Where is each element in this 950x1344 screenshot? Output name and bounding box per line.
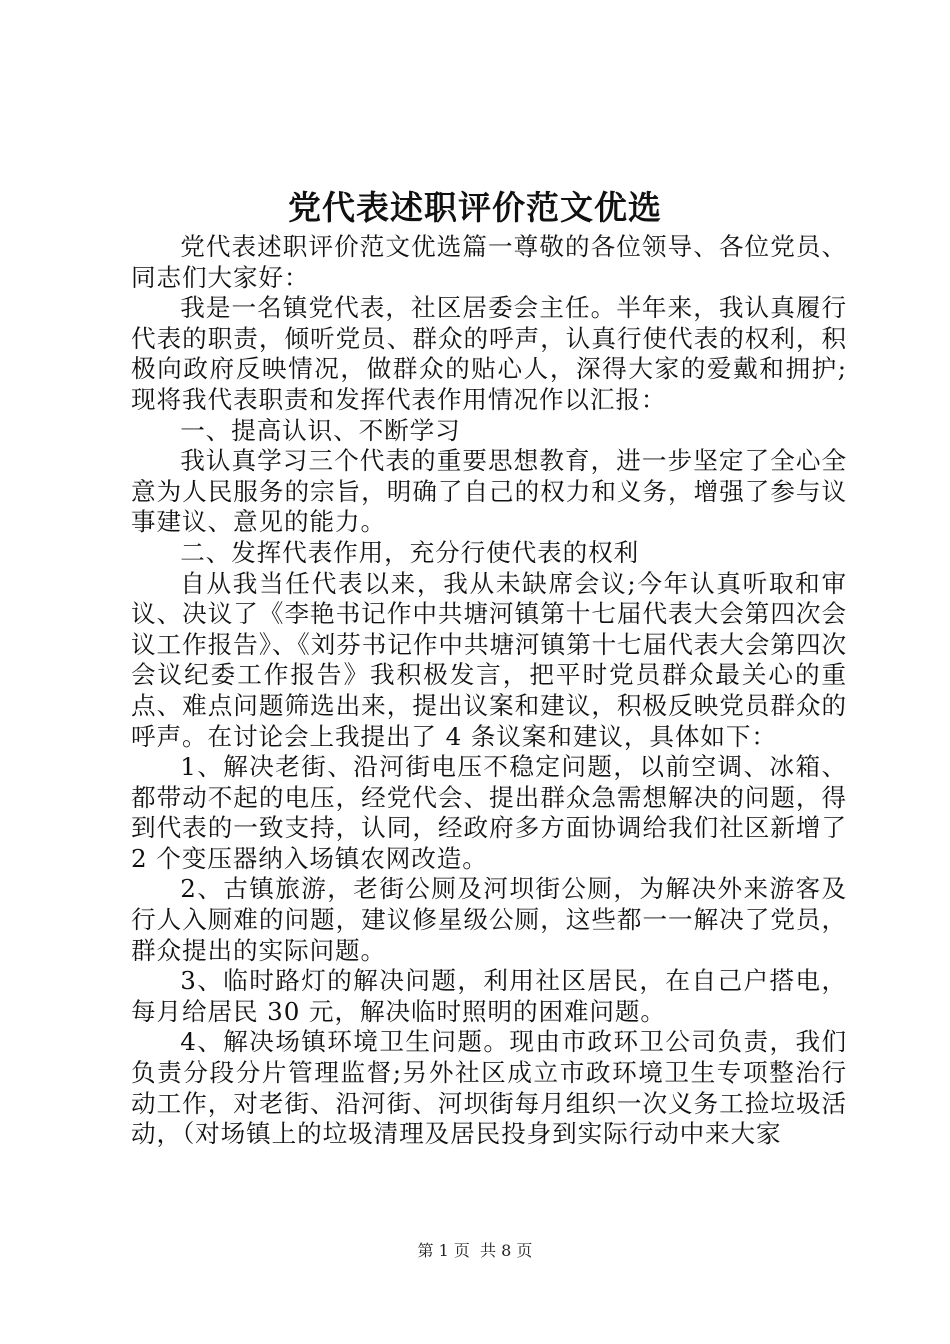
list-item-2: 2、古镇旅游，老街公厕及河坝街公厕，为解决外来游客及行人入厕难的问题，建议修星级公厕，这些都一一解决了党员，群众提出的实际问题。 xyxy=(131,874,847,965)
paragraph-study: 我认真学习三个代表的重要思想教育，进一步坚定了全心全意为人民服务的宗旨，明确了自己的权力和义务，增强了参与议事建议、意见的能力。 xyxy=(131,446,847,537)
page-footer xyxy=(0,1240,950,1262)
paragraph-greeting: 党代表述职评价范文优选篇一尊敬的各位领导、各位党员、同志们大家好： xyxy=(131,232,847,292)
page-number: 第 1 页 共 8 页 xyxy=(417,1241,533,1260)
list-item-3: 3、临时路灯的解决问题，利用社区居民，在自己户搭电，每月给居民 30 元，解决临时照明的困难问题。 xyxy=(131,966,847,1026)
paragraph-introduction: 我是一名镇党代表，社区居委会主任。半年来，我认真履行代表的职责，倾听党员、群众的呼声，认真行使代表的权利，积极向政府反映情况，做群众的贴心人，深得大家的爱戴和拥护;现将我代表职责和发挥代表作用情况作以汇报： xyxy=(131,293,847,414)
document-body xyxy=(131,232,847,1150)
list-item-4: 4、解决场镇环境卫生问题。现由市政环卫公司负责，我们负责分段分片管理监督;另外社区成立市政环境卫生专项整治行动工作，对老街、沿河街、河坝街每月组织一次义务工捡垃圾活动，（对场镇上的垃圾清理及居民投身到实际行动中来大家 xyxy=(131,1027,847,1149)
section-heading-2: 二、发挥代表作用，充分行使代表的权利 xyxy=(180,537,640,567)
list-item-1: 1、解决老街、沿河街电压不稳定问题，以前空调、冰箱、都带动不起的电压，经党代会、提出群众急需想解决的问题，得到代表的一致支持，认同，经政府多方面协调给我们社区新增了 2 个变压器纳入场镇农网改造。 xyxy=(131,752,847,873)
paragraph-meetings: 自从我当任代表以来，我从未缺席会议;今年认真听取和审议、决议了《李艳书记作中共塘河镇第十七届代表大会第四次会议工作报告》、《刘芬书记作中共塘河镇第十七届代表大会第四次会议纪委工作报告》我积极发言，把平时党员群众最关心的重点、难点问题筛选出来，提出议案和建议，积极反映党员群众的呼声。在讨论会上我提出了 4 条议案和建议，具体如下： xyxy=(131,568,847,751)
document-title: 党代表述职评价范文优选 xyxy=(288,188,662,227)
section-heading-1: 一、提高认识、不断学习 xyxy=(180,415,461,445)
